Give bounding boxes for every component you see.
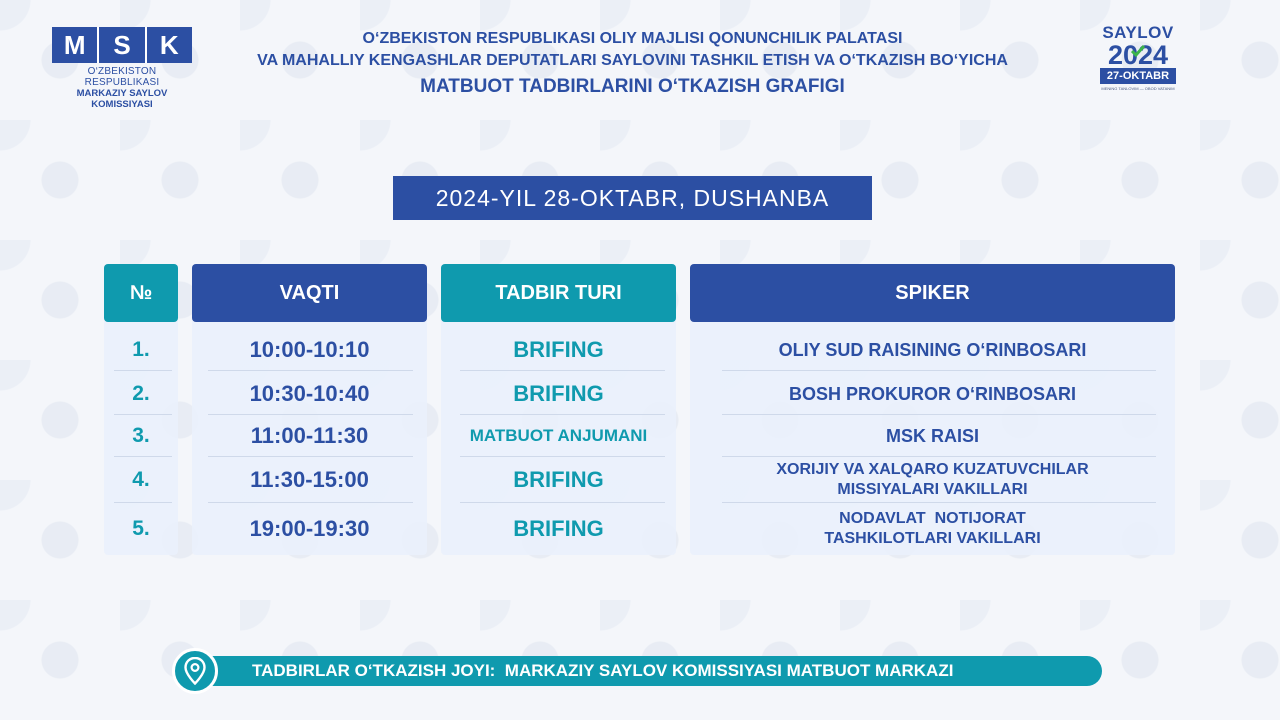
row3-speaker bbox=[690, 416, 1175, 456]
row4-speaker-line1: XORIJIY VA XALQARO KUZATUVCHILAR bbox=[776, 461, 1089, 478]
header-time: VAQTI bbox=[192, 264, 427, 322]
saylov-date: 27-OKTABR bbox=[1100, 68, 1176, 84]
row4-type: BRIFING bbox=[513, 467, 604, 492]
row5-num: 5. bbox=[132, 517, 150, 540]
msk-letter-k: K bbox=[159, 30, 179, 60]
row4-speaker bbox=[690, 458, 1175, 502]
row-separator bbox=[722, 456, 1156, 457]
row-separator bbox=[460, 370, 665, 371]
row-separator bbox=[460, 502, 665, 503]
row1-time: 10:00-10:10 bbox=[249, 337, 370, 362]
row3-type: MATBUOT ANJUMANI bbox=[469, 426, 648, 445]
row1-num: 1. bbox=[132, 338, 150, 361]
row1-type: BRIFING bbox=[513, 337, 604, 362]
row-separator bbox=[460, 414, 665, 415]
header-line2: VA MAHALLIY KENGASHLAR DEPUTATLARI SAYLOVINI TASHKIL ETISH VA O‘TKAZISH BO‘YICHA bbox=[257, 52, 1008, 69]
row5-speaker-line1: NODAVLAT NOTIJORAT bbox=[839, 510, 1026, 527]
venue-text: TADBIRLAR O‘TKAZISH JOYI: MARKAZIY SAYLOV KOMISSIYASI MATBUOT MARKAZI bbox=[252, 661, 954, 680]
row2-speaker bbox=[690, 374, 1175, 414]
row2-time: 10:30-10:40 bbox=[249, 381, 370, 406]
row1-speaker bbox=[690, 330, 1175, 370]
location-pin-badge bbox=[172, 648, 218, 694]
msk-letter-m: M bbox=[52, 27, 99, 63]
row5-speaker-line2: TASHKILOTLARI VAKILLARI bbox=[824, 530, 1041, 547]
msk-logo-line2: MARKAZIY SAYLOV KOMISSIYASI bbox=[76, 88, 168, 110]
row5-time: 19:00-19:30 bbox=[249, 516, 370, 541]
row5-speaker bbox=[690, 506, 1175, 552]
header-speaker: SPIKER bbox=[690, 264, 1175, 322]
saylov-2024-logo bbox=[1100, 24, 1176, 91]
row-separator bbox=[722, 502, 1156, 503]
date-banner: 2024-YIL 28-OKTABR, DUSHANBA bbox=[393, 176, 872, 220]
page-title: MATBUOT TADBIRLARINI O‘TKAZISH GRAFIGI bbox=[420, 76, 845, 97]
header-type: TADBIR TURI bbox=[441, 264, 676, 322]
row2-type: BRIFING bbox=[513, 381, 604, 406]
row4-num: 4. bbox=[132, 468, 150, 491]
page-header bbox=[205, 28, 1060, 100]
row2-num: 2. bbox=[132, 382, 150, 405]
row2-speaker-line1: BOSH PROKUROR O‘RINBOSARI bbox=[788, 383, 1076, 404]
row3-num: 3. bbox=[132, 424, 150, 447]
row-separator bbox=[208, 370, 413, 371]
row-separator bbox=[208, 502, 413, 503]
row1-speaker-line1: OLIY SUD RAISINING O‘RINBOSARI bbox=[778, 339, 1087, 360]
venue-banner bbox=[174, 656, 1102, 686]
location-pin-icon bbox=[184, 657, 206, 685]
row4-speaker-line2: MISSIYALARI VAKILLARI bbox=[837, 481, 1028, 498]
msk-logo-line1: O‘ZBEKISTON RESPUBLIKASI bbox=[84, 66, 160, 88]
row-separator bbox=[722, 414, 1156, 415]
row-separator bbox=[114, 502, 172, 503]
row3-time: 11:00-11:30 bbox=[250, 423, 369, 448]
row-separator bbox=[208, 414, 413, 415]
row5-type: BRIFING bbox=[513, 516, 604, 541]
row-separator bbox=[114, 370, 172, 371]
row-separator bbox=[208, 456, 413, 457]
row3-speaker-line1: MSK RAISI bbox=[885, 425, 979, 446]
row-separator bbox=[460, 456, 665, 457]
saylov-year: 2024 bbox=[1107, 40, 1169, 70]
row-separator bbox=[114, 414, 172, 415]
saylov-word: SAYLOV bbox=[1102, 23, 1174, 42]
msk-logo-letters bbox=[52, 27, 192, 63]
msk-letter-s: S bbox=[99, 27, 146, 63]
row-separator bbox=[114, 456, 172, 457]
saylov-slogan: MENING TANLOVIM — OBOD VATANIM bbox=[1101, 86, 1175, 91]
checkmark-icon bbox=[1131, 45, 1145, 57]
msk-logo bbox=[52, 27, 192, 110]
header-line1: O‘ZBEKISTON RESPUBLIKASI OLIY MAJLISI QONUNCHILIK PALATASI bbox=[362, 30, 903, 47]
row-separator bbox=[722, 370, 1156, 371]
header-num: № bbox=[104, 264, 178, 322]
row4-time: 11:30-15:00 bbox=[250, 467, 369, 492]
